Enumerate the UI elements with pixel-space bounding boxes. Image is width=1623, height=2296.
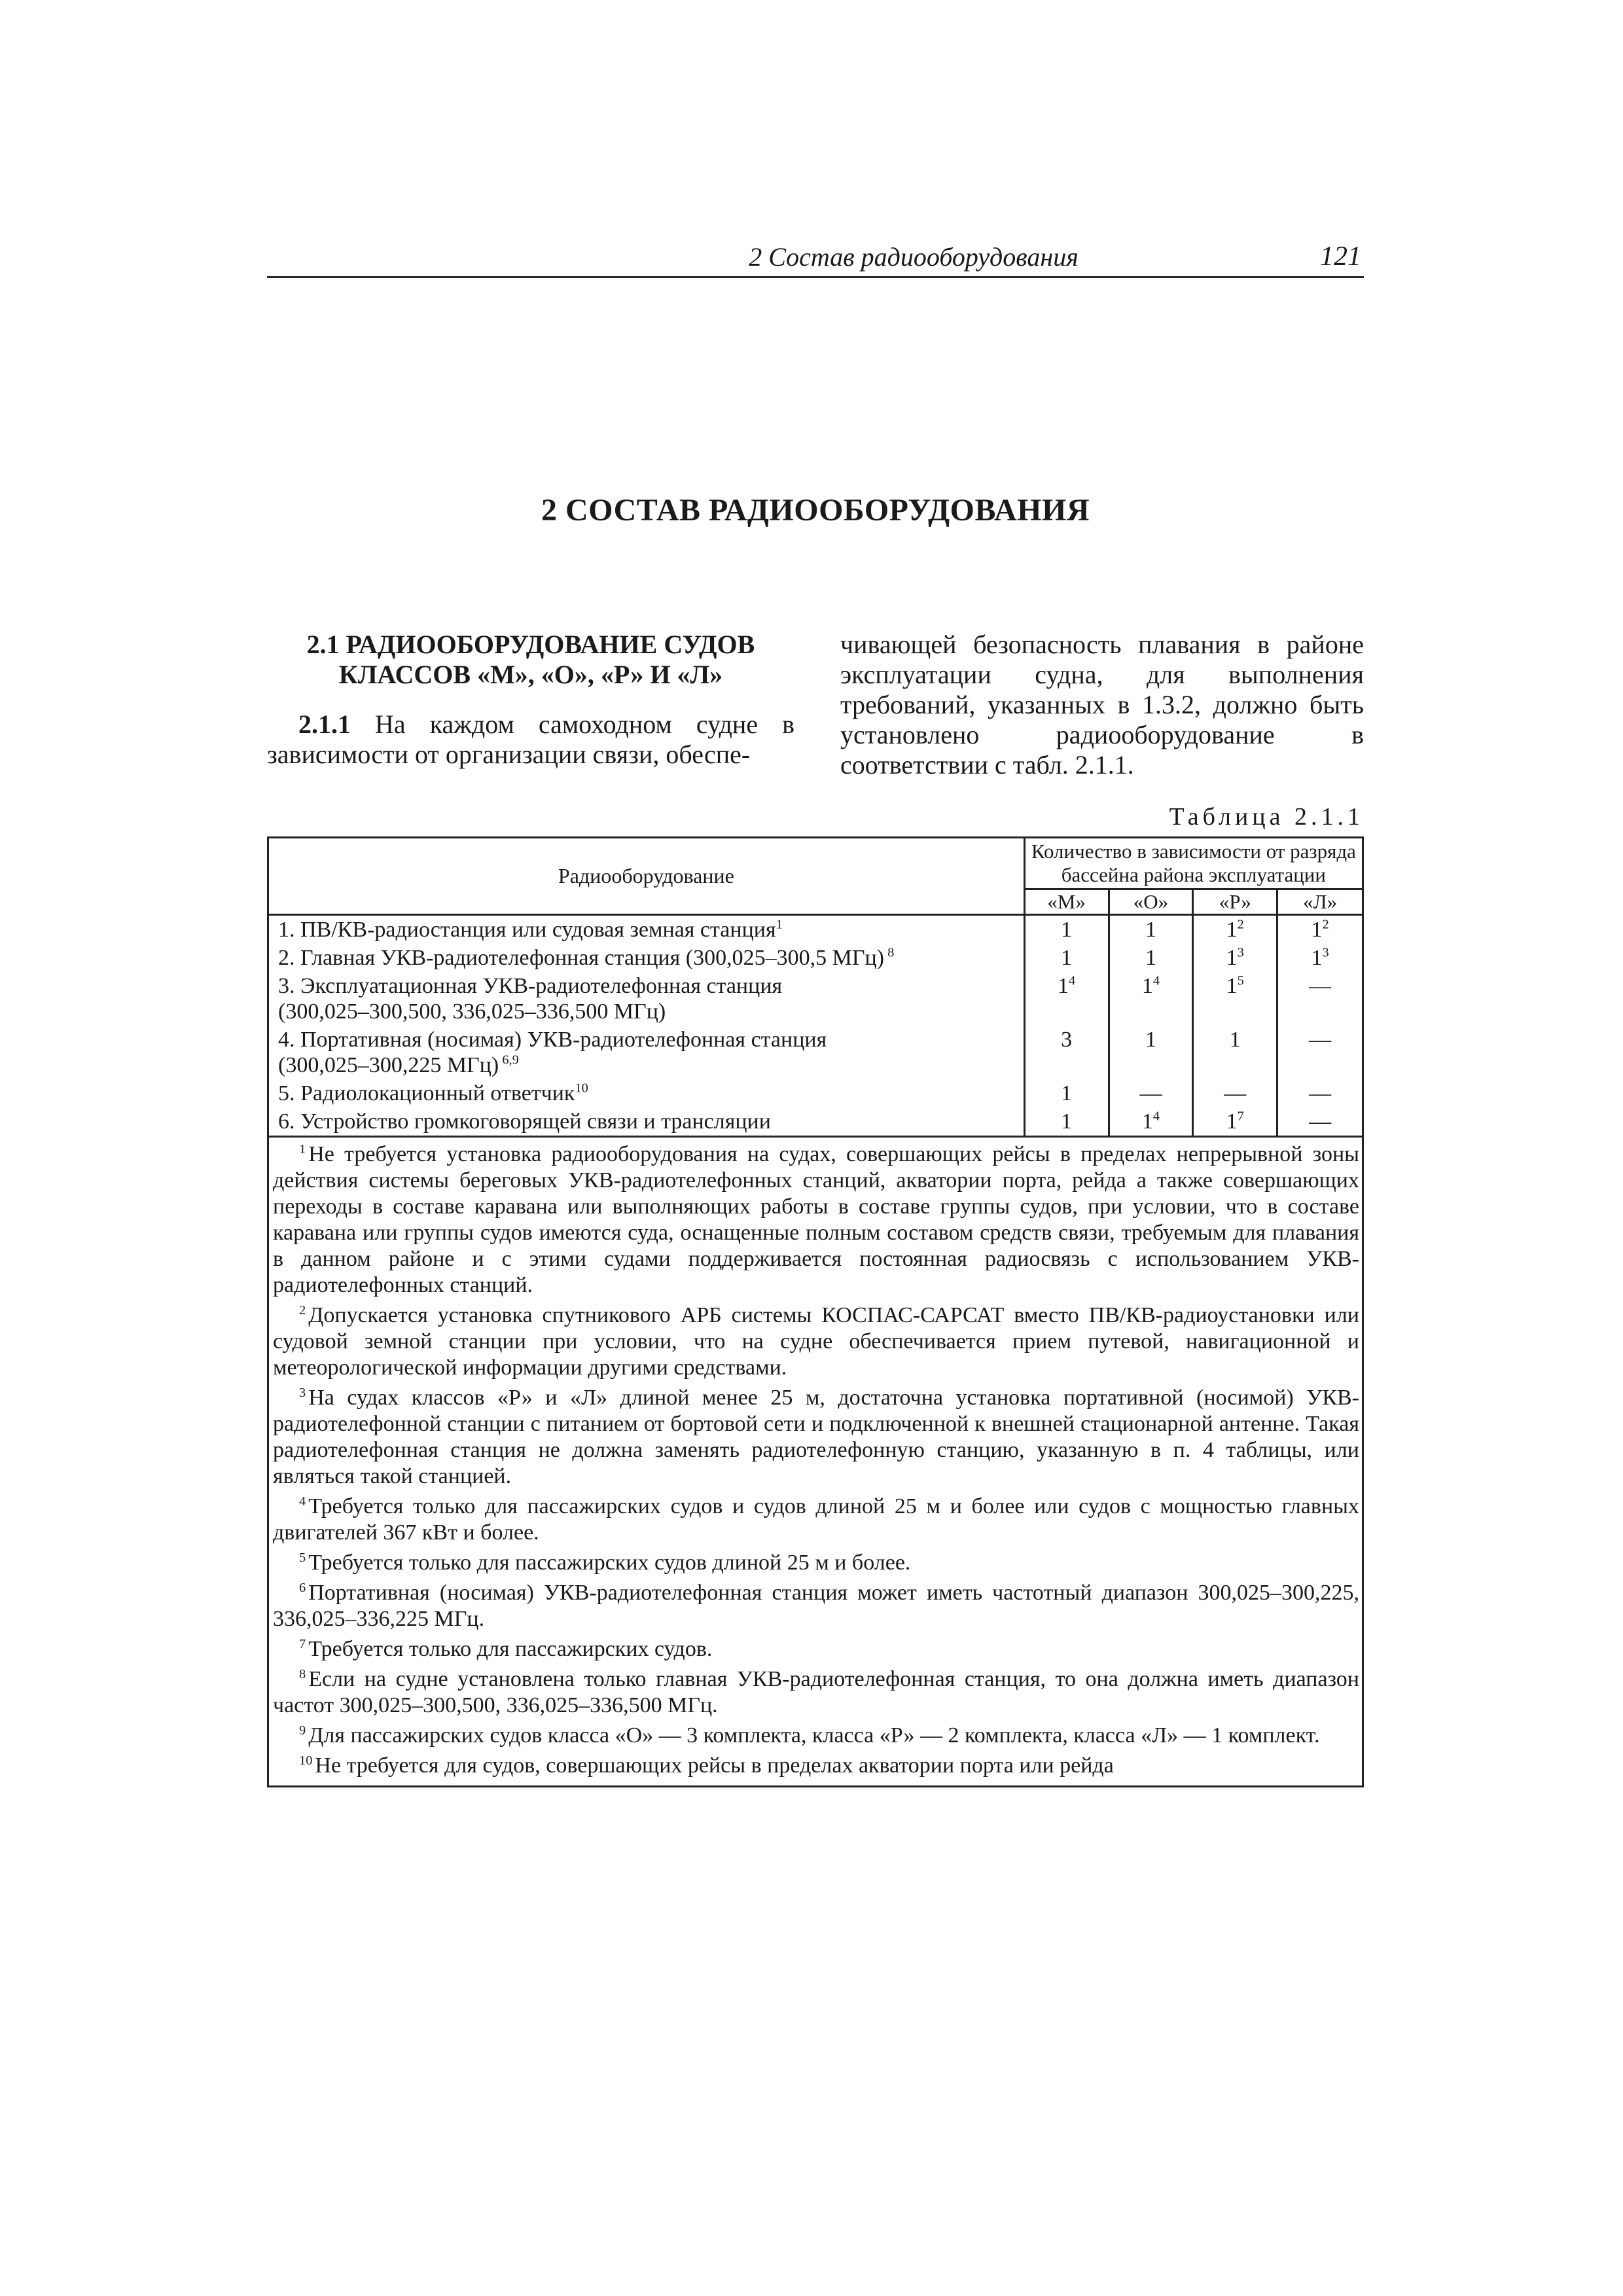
footnote-text: Не требуется для судов, совершающих рейсы в пределах акватории порта или рейда bbox=[315, 1753, 1114, 1778]
quantity-class-o bbox=[1109, 1026, 1193, 1079]
footnote-number: 9 bbox=[299, 1723, 306, 1738]
quantity-class-l bbox=[1277, 1107, 1363, 1137]
quantity-value: 1 bbox=[1311, 918, 1323, 942]
equipment-name-text: 2. Главная УКВ-радиотелефонная станция (300,025–300,5 МГц) bbox=[278, 946, 885, 970]
right-column bbox=[840, 630, 1364, 780]
table-row bbox=[268, 1107, 1363, 1137]
quantity-value: 1 bbox=[1311, 946, 1323, 970]
section-heading-line1: 2.1 РАДИООБОРУДОВАНИЕ СУДОВ bbox=[306, 630, 755, 659]
equipment-name-text: 6. Устройство громкоговорящей связи и трансляции bbox=[278, 1109, 771, 1134]
footnote-3 bbox=[273, 1385, 1359, 1490]
equipment-footnote-ref: 1 bbox=[776, 917, 783, 932]
quantity-value: 1 bbox=[1145, 946, 1156, 970]
quantity-value: 1 bbox=[1061, 1109, 1073, 1134]
footnote-text: На судах классов «Р» и «Л» длиной менее 25 м, достаточна установка портативной (носимой) УКВ-радиотелефонной станции с питанием от бортовой сети и подключенной к внешней стационарной антенне. Такая радиотелефонная станция не должна заменять радиотелефонную станцию, указанную в п. 4 таблицы, или являться такой станцией. bbox=[273, 1386, 1359, 1488]
footnote-5 bbox=[273, 1550, 1359, 1576]
quantity-value: — bbox=[1224, 1081, 1247, 1105]
header-quantity: Количество в зависимости от разряда бассейна района эксплуатации bbox=[1024, 838, 1363, 889]
equipment-name-text-2: (300,025–300,500, 336,025–336,500 МГц) bbox=[278, 999, 666, 1024]
quantity-class-o bbox=[1109, 915, 1193, 944]
equipment-name-text: 5. Радиолокационный ответчик bbox=[278, 1081, 575, 1105]
table-row bbox=[268, 944, 1363, 972]
equipment-name bbox=[268, 1079, 1025, 1107]
quantity-class-m bbox=[1024, 915, 1109, 944]
paragraph-text-left: На каждом самоходном судне в зависимости от организации связи, обеспе- bbox=[267, 709, 794, 769]
footnote-number: 6 bbox=[299, 1580, 306, 1595]
equipment-footnote-ref: 10 bbox=[575, 1081, 588, 1096]
quantity-class-l bbox=[1277, 1079, 1363, 1107]
table-row bbox=[268, 1026, 1363, 1079]
header-equipment: Радиооборудование bbox=[268, 838, 1025, 915]
footnote-number: 3 bbox=[299, 1385, 306, 1400]
quantity-value: 1 bbox=[1226, 946, 1238, 970]
footnote-4 bbox=[273, 1494, 1359, 1546]
quantity-class-m bbox=[1024, 1026, 1109, 1079]
equipment-footnote-ref-2: 6,9 bbox=[499, 1052, 519, 1067]
table-row bbox=[268, 915, 1363, 944]
footnote-number: 8 bbox=[299, 1666, 306, 1681]
quantity-value: 1 bbox=[1061, 918, 1073, 942]
footnote-text: Допускается установка спутникового АРБ системы КОСПАС-САРСАТ вместо ПВ/КВ-радиоустановки или судовой земной станции при условии, что на судне обеспечивается прием путевой, навигационной и метеорологической информации другими средствами. bbox=[273, 1303, 1359, 1380]
quantity-value: — bbox=[1309, 974, 1332, 998]
page-number: 121 bbox=[1320, 242, 1361, 272]
footnote-9 bbox=[273, 1723, 1359, 1749]
table-row bbox=[268, 1079, 1363, 1107]
quantity-class-o bbox=[1109, 1107, 1193, 1137]
quantity-value: 1 bbox=[1141, 974, 1153, 998]
header-class-o: «О» bbox=[1109, 889, 1193, 915]
quantity-footnote-ref: 2 bbox=[1322, 917, 1329, 932]
quantity-value: — bbox=[1309, 1081, 1332, 1105]
footnote-text: Портативная (носимая) УКВ-радиотелефонная станция может иметь частотный диапазон 300,025–300,225, 336,025–336,225 МГц. bbox=[273, 1581, 1359, 1631]
footnote-6 bbox=[273, 1580, 1359, 1632]
chapter-title: 2 СОСТАВ РАДИООБОРУДОВАНИЯ bbox=[541, 493, 1090, 528]
header-class-m: «М» bbox=[1024, 889, 1109, 915]
header-class-l: «Л» bbox=[1277, 889, 1363, 915]
footnote-2 bbox=[273, 1302, 1359, 1381]
quantity-class-r bbox=[1193, 944, 1277, 972]
quantity-value: 1 bbox=[1226, 1109, 1238, 1134]
quantity-footnote-ref: 7 bbox=[1237, 1109, 1244, 1124]
table-body bbox=[268, 915, 1363, 1137]
quantity-value: — bbox=[1309, 1028, 1332, 1052]
quantity-class-l bbox=[1277, 944, 1363, 972]
quantity-value: 1 bbox=[1061, 1081, 1073, 1105]
quantity-class-r bbox=[1193, 1026, 1277, 1079]
quantity-value: 1 bbox=[1229, 1028, 1241, 1052]
table-label: Таблица 2.1.1 bbox=[1169, 803, 1364, 831]
paragraph-text-right: чивающей безопасность плавания в районе эксплуатации судна, для выполнения требований, указанных в 1.3.2, должно быть установлено радиооборудование в соответствии с табл. 2.1.1. bbox=[840, 630, 1364, 780]
footnote-8 bbox=[273, 1666, 1359, 1719]
quantity-class-l bbox=[1277, 915, 1363, 944]
footnote-text: Не требуется установка радиооборудования на судах, совершающих рейсы в пределах непрерывной зоны действия системы береговых УКВ-радиотелефонных станций, акватории порта, рейда а также совершающих переходы в составе каравана или выполняющих работы в составе группы судов, при условии, что в составе каравана или группы судов имеются суда, оснащенные полным составом средств связи, требуемым для плавания в данном районе и с этими судами поддерживается постоянная радиосвязь с использованием УКВ-радиотелефонных станций. bbox=[273, 1142, 1359, 1297]
footnote-text: Требуется только для пассажирских судов длиной 25 м и более. bbox=[308, 1551, 911, 1575]
quantity-value: 1 bbox=[1145, 1028, 1156, 1052]
quantity-class-r bbox=[1193, 1107, 1277, 1137]
left-column bbox=[267, 630, 794, 770]
header-class-r: «Р» bbox=[1193, 889, 1277, 915]
quantity-class-m bbox=[1024, 944, 1109, 972]
quantity-footnote-ref: 2 bbox=[1237, 917, 1244, 932]
quantity-value: 1 bbox=[1058, 974, 1069, 998]
quantity-class-r bbox=[1193, 1079, 1277, 1107]
footnote-number: 7 bbox=[299, 1636, 306, 1651]
table-row bbox=[268, 972, 1363, 1026]
equipment-name-text: 1. ПВ/КВ-радиостанция или судовая земная станция bbox=[278, 918, 776, 942]
quantity-value: 1 bbox=[1226, 974, 1238, 998]
footnote-text: Требуется только для пассажирских судов. bbox=[308, 1637, 713, 1661]
quantity-value: 1 bbox=[1061, 946, 1073, 970]
footnote-number: 10 bbox=[299, 1753, 313, 1768]
footnote-7 bbox=[273, 1636, 1359, 1662]
running-header bbox=[267, 236, 1364, 278]
paragraph-number: 2.1.1 bbox=[298, 709, 351, 739]
footnote-text: Если на судне установлена только главная УКВ-радиотелефонная станция, то она должна иметь диапазон частот 300,025–300,500, 336,025–336,500 МГц. bbox=[273, 1667, 1359, 1717]
quantity-footnote-ref: 3 bbox=[1237, 945, 1244, 960]
paragraph-2-1-1 bbox=[267, 709, 794, 770]
quantity-value: 1 bbox=[1226, 918, 1238, 942]
equipment-footnote-ref: 8 bbox=[884, 945, 895, 960]
running-header-title: 2 Состав радиооборудования bbox=[749, 242, 1079, 272]
equipment-table bbox=[267, 836, 1364, 1787]
equipment-name bbox=[268, 915, 1025, 944]
footnote-number: 2 bbox=[299, 1302, 306, 1318]
quantity-footnote-ref: 4 bbox=[1152, 1109, 1160, 1124]
quantity-class-o bbox=[1109, 972, 1193, 1026]
quantity-value: 3 bbox=[1061, 1028, 1073, 1052]
quantity-class-r bbox=[1193, 915, 1277, 944]
quantity-class-l bbox=[1277, 1026, 1363, 1079]
section-heading bbox=[267, 630, 794, 690]
quantity-class-m bbox=[1024, 1107, 1109, 1137]
footnote-number: 1 bbox=[299, 1141, 306, 1157]
equipment-name-text: 4. Портативная (носимая) УКВ-радиотелефонная станция bbox=[278, 1028, 827, 1052]
quantity-class-l bbox=[1277, 972, 1363, 1026]
footnote-number: 5 bbox=[299, 1550, 306, 1565]
equipment-name bbox=[268, 1026, 1025, 1079]
quantity-class-m bbox=[1024, 972, 1109, 1026]
footnote-10 bbox=[273, 1753, 1359, 1779]
footnote-text: Требуется только для пассажирских судов и судов длиной 25 м и более или судов с мощностью главных двигателей 367 кВт и более. bbox=[273, 1494, 1359, 1545]
quantity-class-r bbox=[1193, 972, 1277, 1026]
quantity-class-m bbox=[1024, 1079, 1109, 1107]
quantity-footnote-ref: 5 bbox=[1237, 973, 1244, 988]
footnote-number: 4 bbox=[299, 1494, 306, 1509]
section-heading-line2: КЛАССОВ «М», «О», «Р» И «Л» bbox=[338, 660, 723, 689]
equipment-name bbox=[268, 944, 1025, 972]
equipment-name bbox=[268, 1107, 1025, 1137]
quantity-value: 1 bbox=[1145, 918, 1156, 942]
equipment-name-text-2: (300,025–300,225 МГц) bbox=[278, 1053, 499, 1077]
quantity-class-o bbox=[1109, 1079, 1193, 1107]
footnote-text: Для пассажирских судов класса «О» — 3 комплекта, класса «Р» — 2 комплекта, класса «Л» — 1 комплект. bbox=[308, 1723, 1320, 1748]
table-footnotes bbox=[268, 1137, 1363, 1787]
equipment-name-text: 3. Эксплуатационная УКВ-радиотелефонная станция bbox=[278, 974, 783, 998]
quantity-value: — bbox=[1139, 1081, 1162, 1105]
quantity-footnote-ref: 4 bbox=[1069, 973, 1076, 988]
quantity-footnote-ref: 4 bbox=[1152, 973, 1160, 988]
quantity-value: — bbox=[1309, 1109, 1332, 1134]
equipment-name bbox=[268, 972, 1025, 1026]
quantity-value: 1 bbox=[1141, 1109, 1153, 1134]
footnote-1 bbox=[273, 1141, 1359, 1299]
quantity-footnote-ref: 3 bbox=[1322, 945, 1329, 960]
quantity-class-o bbox=[1109, 944, 1193, 972]
